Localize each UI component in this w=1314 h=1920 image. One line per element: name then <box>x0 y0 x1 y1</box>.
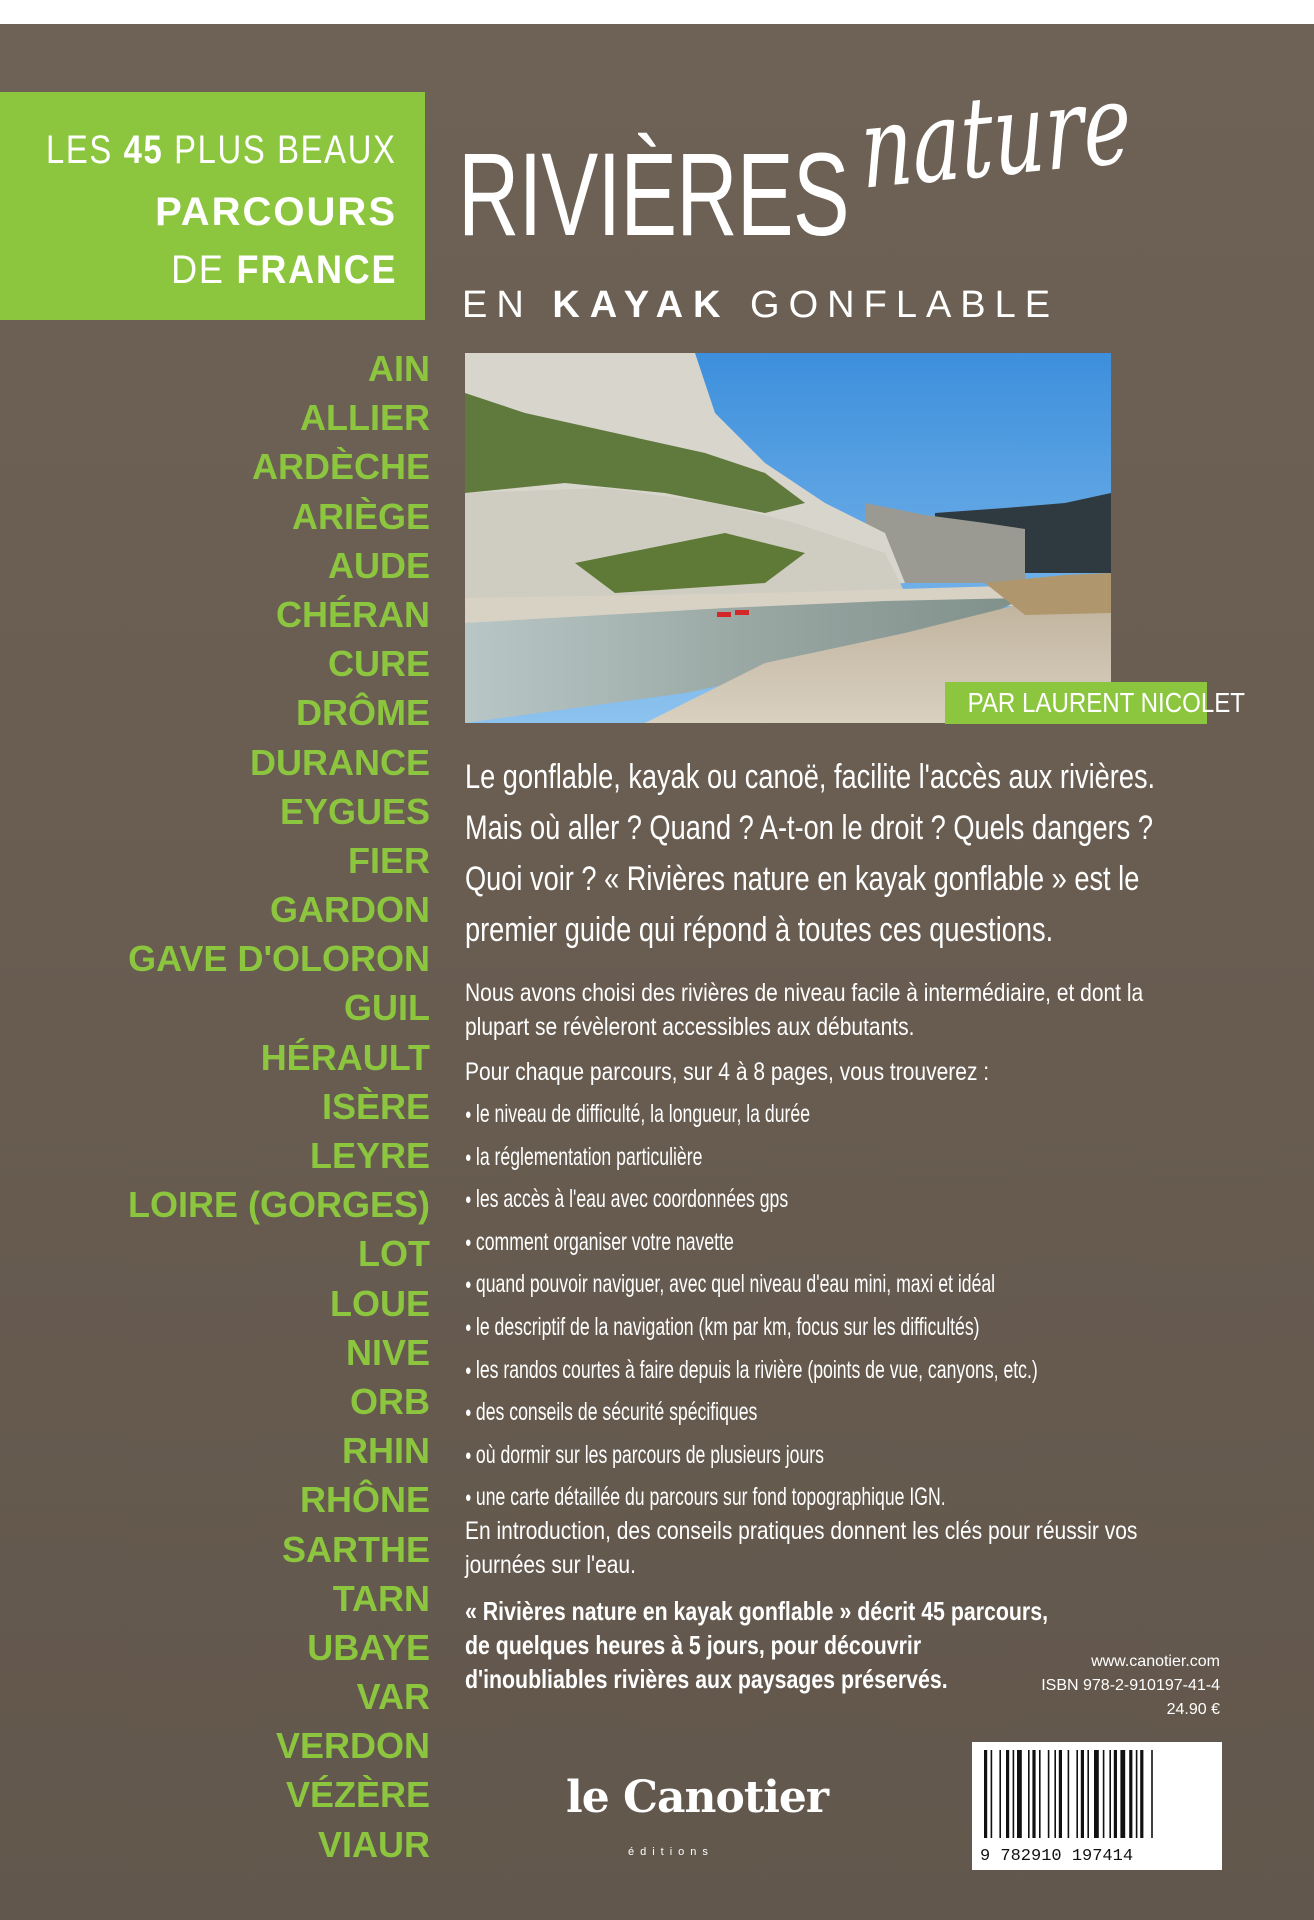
bullet-dot-icon: ● <box>465 1319 472 1337</box>
bullet-text: les accès à l'eau avec coordonnées gps <box>475 1185 789 1214</box>
river-name: ISÈRE <box>321 1085 430 1127</box>
barcode-bar <box>1094 1750 1099 1838</box>
bullet-dot-icon: ● <box>465 1446 472 1464</box>
introduction-paragraph <box>465 1514 1265 1582</box>
bullet-dot-icon: ● <box>465 1276 472 1294</box>
lead-line: Quoi voir ? « Rivières nature en kayak gonflable » est le <box>465 860 1140 898</box>
barcode-bar <box>999 1750 1001 1838</box>
river-name: LEYRE <box>309 1135 430 1176</box>
barcode-bar <box>1109 1750 1111 1838</box>
bullet-text: une carte détaillée du parcours sur fond topographique IGN. <box>475 1483 946 1512</box>
barcode-bar <box>991 1750 993 1838</box>
bullet-dot-icon: ● <box>465 1404 472 1422</box>
river-name: ALLIER <box>300 397 430 439</box>
lead-line: premier guide qui répond à toutes ces questions. <box>465 911 1054 949</box>
barcode-digits: 9 782910 197414 <box>980 1847 1134 1866</box>
bullet-item <box>465 1306 1274 1349</box>
book-title-main: RIVIÈRES <box>458 129 849 261</box>
bullet-text: les randos courtes à faire depuis la rivière (points de vue, canyons, etc.) <box>475 1355 1038 1384</box>
price: 24.90 € <box>1166 1701 1220 1718</box>
river-name: LOIRE (GORGES) <box>127 1184 430 1226</box>
barcode-bar <box>1114 1750 1117 1838</box>
river-name: NIVE <box>345 1331 430 1373</box>
tagline-line-1: LES 45 PLUS BEAUX <box>46 128 397 172</box>
bullet-text: comment organiser votre navette <box>475 1227 734 1256</box>
bullet-dot-icon: ● <box>465 1361 472 1379</box>
river-name: LOT <box>358 1233 430 1275</box>
river-name: ARDÈCHE <box>251 446 430 488</box>
book-back-cover <box>0 24 1314 1920</box>
bullet-dot-icon: ● <box>465 1148 472 1166</box>
lead-line: Le gonflable, kayak ou canoë, facilite l'accès aux rivières. <box>465 758 1156 796</box>
river-name: HÉRAULT <box>260 1036 430 1078</box>
publisher-website: www.canotier.com <box>1091 1653 1220 1670</box>
author-credit: PAR LAURENT NICOLET <box>945 682 1207 724</box>
publisher-logo-subtitle: éditions <box>628 1846 714 1858</box>
barcode-bar <box>1081 1750 1084 1838</box>
river-list <box>0 344 430 1869</box>
bullet-dot-icon: ● <box>465 1233 472 1251</box>
contents-intro <box>465 1055 1089 1089</box>
bullet-text: où dormir sur les parcours de plusieurs jours <box>475 1440 825 1469</box>
tagline-line-2: PARCOURS <box>155 190 397 234</box>
intro-line: plupart se révèleront accessibles aux débutants. <box>465 1013 915 1041</box>
isbn-number: ISBN 978-2-910197-41-4 <box>1041 1677 1220 1694</box>
barcode-bar <box>1103 1750 1105 1838</box>
river-name: ORB <box>350 1380 430 1422</box>
river-name: TARN <box>332 1577 430 1619</box>
bullet-item <box>465 1263 1274 1306</box>
book-title-script: nature <box>857 58 1135 215</box>
intro-line: Nous avons choisi des rivières de niveau facile à intermédiaire, et dont la <box>465 979 1144 1007</box>
publication-info <box>1041 1650 1220 1722</box>
barcode-bar <box>1032 1750 1035 1838</box>
lead-paragraph <box>465 752 1245 956</box>
barcode-bar <box>1028 1750 1030 1838</box>
river-name: UBAYE <box>307 1626 430 1668</box>
bullet-item <box>465 1221 1274 1264</box>
bullet-item <box>465 1178 1274 1221</box>
bullet-dot-icon: ● <box>465 1191 472 1209</box>
publisher-logo <box>558 1766 829 1870</box>
river-name: GAVE D'OLORON <box>128 938 430 980</box>
river-name: GUIL <box>344 987 430 1029</box>
bullet-item <box>465 1434 1274 1477</box>
river-name: CHÉRAN <box>275 593 430 635</box>
bullet-text: le niveau de difficulté, la longueur, la durée <box>475 1100 811 1128</box>
cover-photo-river-gorge <box>465 353 1111 723</box>
river-name: CURE <box>327 643 430 685</box>
bullet-text: quand pouvoir naviguer, avec quel niveau d'eau mini, maxi et idéal <box>475 1270 996 1299</box>
bullet-item <box>465 1136 1274 1179</box>
bullet-text: des conseils de sécurité spécifiques <box>475 1398 758 1427</box>
barcode-bar <box>1048 1750 1050 1838</box>
bullet-item <box>465 1476 1274 1519</box>
introduction-line: journées sur l'eau. <box>465 1551 636 1579</box>
lead-line: Mais où aller ? Quand ? A-t-on le droit ? Quels dangers ? <box>465 809 1153 847</box>
river-name: VÉZÈRE <box>285 1774 430 1816</box>
closing-line: de quelques heures à 5 jours, pour découvrir <box>465 1630 922 1660</box>
publisher-logo-text: le Canotier <box>566 1772 829 1823</box>
river-name: RHÔNE <box>299 1479 430 1521</box>
barcode-bar <box>1068 1750 1070 1838</box>
contents-bullet-list <box>465 1093 1274 1519</box>
book-subtitle: EN KAYAK GONFLABLE <box>462 284 1060 326</box>
barcode-bar <box>1151 1750 1153 1838</box>
barcode-bar <box>1039 1750 1041 1838</box>
river-name: GARDON <box>270 889 430 931</box>
bullet-dot-icon: ● <box>465 1489 472 1507</box>
bullet-item <box>465 1391 1274 1434</box>
river-name: ARIÈGE <box>291 495 430 537</box>
bullet-item <box>465 1349 1274 1392</box>
river-name: AIN <box>368 348 430 389</box>
intro-paragraph <box>465 976 1272 1044</box>
closing-line: « Rivières nature en kayak gonflable » décrit 45 parcours, <box>465 1596 1049 1626</box>
bullet-dot-icon: ● <box>465 1106 472 1124</box>
barcode-bar <box>1013 1750 1015 1838</box>
barcode-bar <box>1140 1750 1143 1838</box>
bullet-text: le descriptif de la navigation (km par km, focus sur les difficultés) <box>475 1312 980 1341</box>
barcode-bar <box>1076 1750 1078 1838</box>
river-name: LOUE <box>329 1282 430 1324</box>
contents-intro-line: Pour chaque parcours, sur 4 à 8 pages, vous trouverez : <box>465 1058 990 1086</box>
isbn-barcode <box>972 1742 1222 1870</box>
river-name: VERDON <box>275 1725 430 1767</box>
river-name: DURANCE <box>250 741 430 783</box>
bullet-item <box>465 1093 1274 1136</box>
river-name: RHIN <box>342 1430 430 1472</box>
barcode-bar <box>1006 1750 1009 1838</box>
river-name: FIER <box>347 839 430 881</box>
barcode-bar <box>1054 1750 1056 1838</box>
barcode-bar <box>1136 1750 1138 1838</box>
river-name: DRÔME <box>296 692 430 734</box>
introduction-line: En introduction, des conseils pratiques donnent les clés pour réussir vos <box>465 1517 1138 1545</box>
tagline-banner <box>0 92 425 320</box>
river-name: AUDE <box>327 544 430 586</box>
barcode-bar <box>1059 1750 1062 1838</box>
barcode-bar <box>1087 1750 1089 1838</box>
river-name: EYGUES <box>279 790 430 832</box>
barcode-bar <box>984 1750 987 1838</box>
river-name: VIAUR <box>317 1823 430 1865</box>
barcode-bar <box>1017 1750 1022 1838</box>
barcode-bar <box>1129 1750 1132 1838</box>
tagline-line-3: DE FRANCE <box>170 248 397 292</box>
river-name: SARTHE <box>281 1528 430 1570</box>
barcode-bar <box>1120 1750 1125 1838</box>
closing-line: d'inoubliables rivières aux paysages préservés. <box>465 1664 948 1694</box>
river-name: VAR <box>356 1676 430 1718</box>
bullet-text: la réglementation particulière <box>475 1142 703 1171</box>
